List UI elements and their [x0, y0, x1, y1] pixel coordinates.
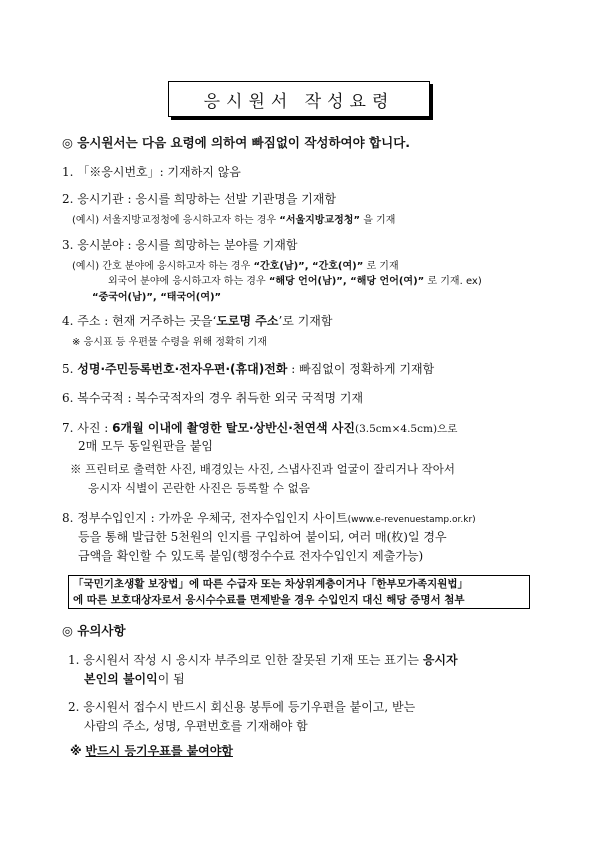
caution-2-line-2: 사람의 주소, 성명, 우편번호를 기재해야 함 [84, 719, 308, 733]
item-4-note: ※ 응시표 등 우편물 수령을 위해 정확히 기재 [72, 337, 267, 348]
item-3-example-3: “중국어(남)”, “태국어(여)” [92, 292, 222, 303]
caution-1-line-2: 본인의 불이익이 됨 [84, 672, 185, 686]
item-3-example-1: (예시) 간호 분야에 응시하고자 하는 경우 “간호(남)”, “간호(여)” 로 기재 [72, 261, 399, 272]
item-7: 7. 사진 : 6개월 이내에 촬영한 탈모·상반신·천연색 사진(3.5cm×4.5cm)으로 [62, 421, 458, 435]
item-7-line-2: 2매 모두 동일원판을 붙임 [78, 439, 213, 453]
item-2: 2. 응시기관 : 응시를 희망하는 선발 기관명을 기재함 [62, 192, 337, 206]
item-4: 4. 주소 : 현재 거주하는 곳을‘도로명 주소’로 기재함 [62, 314, 333, 328]
item-5: 5. 성명·주민등록번호·전자우편·(휴대)전화 : 빠짐없이 정확하게 기재함 [62, 362, 435, 376]
intro-heading: ◎ 응시원서는 다음 요령에 의하여 빠짐없이 작성하여야 합니다. [62, 135, 411, 150]
item-2-example: (예시) 서울지방교정청에 응시하고자 하는 경우 “서울지방교정청” 을 기재 [72, 215, 396, 226]
item-3-example-2: 외국어 분야에 응시하고자 하는 경우 “해당 언어(남)”, “해당 언어(여)” 로 기재. ex) [108, 276, 482, 287]
cautions-heading: ◎ 유의사항 [62, 623, 126, 638]
item-8-line-2: 등을 통해 발급한 5천원의 인지를 구입하여 붙이되, 여러 매(枚)일 경우 [78, 530, 447, 544]
page-title: 응시원서 작성요령 [168, 81, 430, 117]
item-8: 8. 정부수입인지 : 가까운 우체국, 전자수입인지 사이트(www.e-revenuestamp.or.kr) [62, 511, 476, 525]
item-6: 6. 복수국적 : 복수국적자의 경우 취득한 외국 국적명 기재 [62, 391, 364, 405]
caution-1: 1. 응시원서 작성 시 응시자 부주의로 인한 잘못된 기재 또는 표기는 응시자 [68, 653, 458, 667]
item-1: 1. 「※응시번호」: 기재하지 않음 [62, 165, 241, 179]
exemption-notice-box [68, 575, 530, 609]
notice-line-1: 「국민기초생활 보장법」에 따른 수급자 또는 차상위계층이거나「한부모가족지원법」 [73, 578, 468, 590]
final-note: ※ 반드시 등기우표를 붙여야함 [70, 744, 233, 758]
notice-line-2: 에 따른 보호대상자로서 응시수수료를 면제받을 경우 수입인지 대신 해당 증명서 첨부 [73, 594, 465, 606]
item-3: 3. 응시분야 : 응시를 희망하는 분야를 기재함 [62, 238, 298, 252]
item-7-note-2: 응시자 식별이 곤란한 사진은 등록할 수 없음 [88, 481, 310, 495]
item-8-line-3: 금액을 확인할 수 있도록 붙임(행정수수료 전자수입인지 제출가능) [78, 549, 424, 563]
item-7-note-1: ※ 프린터로 출력한 사진, 배경있는 사진, 스냅사진과 얼굴이 잘리거나 작아서 [70, 462, 455, 476]
caution-2: 2. 응시원서 접수시 반드시 회신용 봉투에 등기우편을 붙이고, 받는 [68, 700, 416, 714]
